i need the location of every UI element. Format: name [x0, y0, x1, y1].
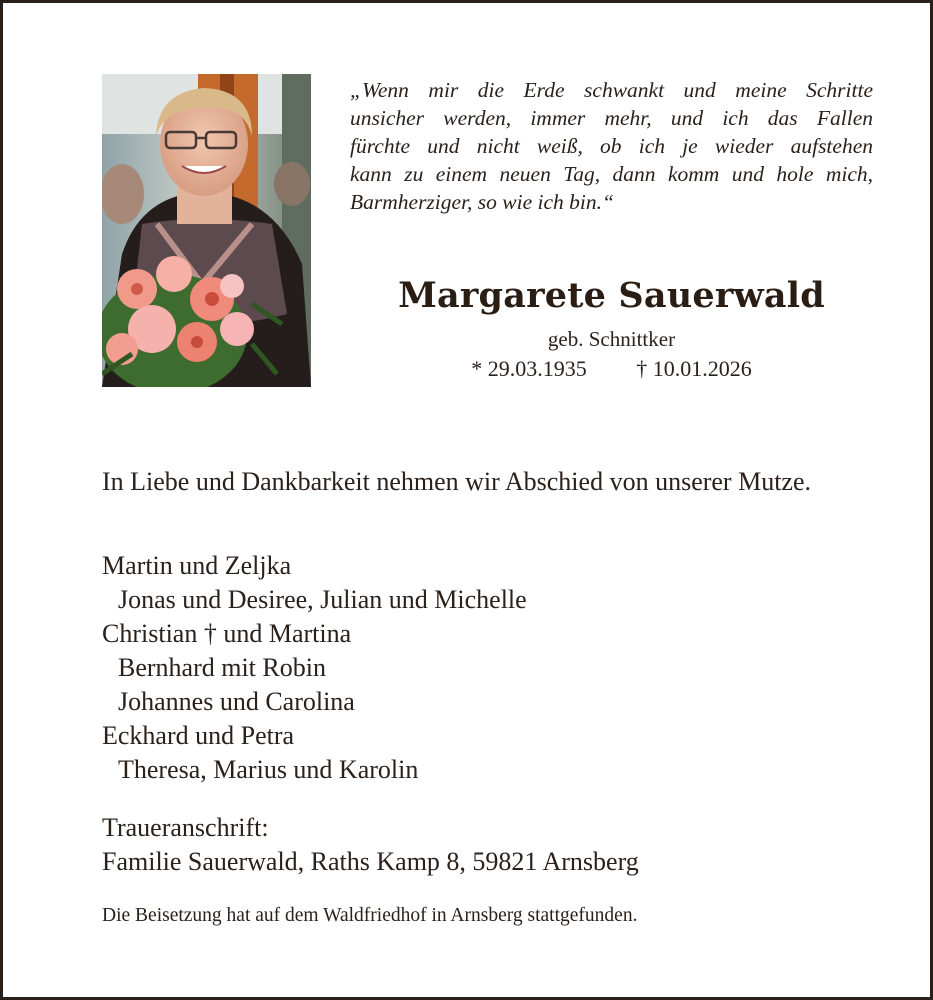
family-member: Theresa, Marius und Karolin: [118, 755, 419, 784]
family-member: Bernhard mit Robin: [118, 653, 326, 682]
family-list: [102, 549, 862, 787]
burial-note: Die Beisetzung hat auf dem Waldfriedhof in Arnsberg stattgefunden.: [102, 905, 638, 926]
farewell-text: In Liebe und Dankbarkeit nehmen wir Abschied von unserer Mutze.: [102, 467, 812, 496]
quote-line: „Wenn mir die Erde schwankt und meine Schritte: [350, 78, 873, 102]
address-line: Familie Sauerwald, Raths Kamp 8, 59821 Arnsberg: [102, 847, 639, 876]
quote-line: unsicher werden, immer mehr, und ich das Fallen: [350, 106, 873, 130]
quote-line: kann zu einem neuen Tag, dann komm und hole mich,: [350, 162, 873, 186]
birth-date: * 29.03.1935: [471, 356, 587, 381]
mourning-address: [102, 811, 862, 879]
family-member: Jonas und Desiree, Julian und Michelle: [118, 585, 527, 614]
quote-line: Barmherziger, so wie ich bin.“: [350, 190, 614, 214]
quote-line: fürchte und nicht weiß, ob ich je wieder aufstehen: [350, 134, 873, 158]
family-member: Christian † und Martina: [102, 619, 352, 648]
deceased-name: Margarete Sauerwald: [398, 275, 825, 316]
portrait-photo: [102, 74, 311, 387]
death-date: † 10.01.2026: [636, 356, 752, 381]
family-member: Eckhard und Petra: [102, 721, 295, 750]
address-label: Traueranschrift:: [102, 813, 269, 842]
maiden-name: geb. Schnittker: [547, 327, 676, 351]
family-member: Johannes und Carolina: [118, 687, 355, 716]
quote-text: [350, 76, 873, 216]
family-member: Martin und Zeljka: [102, 551, 292, 580]
life-dates: [350, 355, 873, 383]
